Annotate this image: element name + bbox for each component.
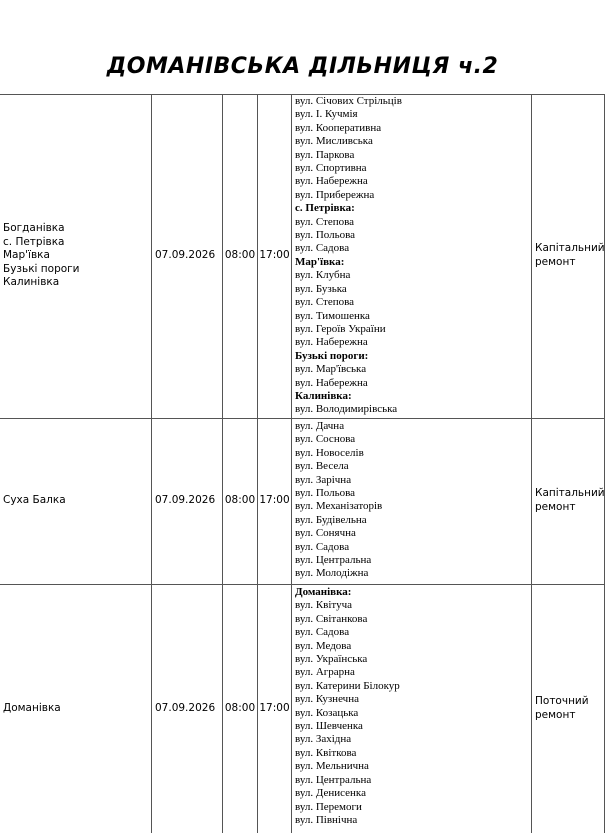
street-item: вул. Мар'ївська <box>295 363 367 376</box>
work-type-line: Капітальний <box>535 242 605 255</box>
work-type-cell <box>532 584 605 833</box>
street-item: вул. Зарічна <box>295 473 352 486</box>
settlement-name: Богданівка <box>3 222 65 235</box>
street-item: вул. І. Кучмія <box>295 108 358 121</box>
street-item: вул. Мисливська <box>295 135 373 148</box>
street-item: вул. Набережна <box>295 336 368 349</box>
settlement-cell <box>0 418 151 584</box>
street-item: вул. Весела <box>295 460 349 473</box>
street-item: вул. Степова <box>295 215 355 228</box>
outage-schedule-table <box>0 94 605 833</box>
settlement-list <box>3 494 66 508</box>
table-row <box>0 418 605 584</box>
street-item: вул. Садова <box>295 242 350 255</box>
street-item: вул. Медова <box>295 639 352 652</box>
street-item: вул. Прибережна <box>295 188 375 201</box>
settlement-name: Бузькі пороги <box>3 262 80 275</box>
street-item: вул. Польова <box>295 487 356 500</box>
work-type-cell <box>532 94 605 418</box>
work-type-cell <box>532 418 605 584</box>
start-time-cell: 08:00 <box>224 494 256 507</box>
work-type-line: Поточний <box>535 694 589 707</box>
street-item: вул. Клубна <box>295 269 351 282</box>
work-type-line: ремонт <box>535 256 576 268</box>
settlement-cell <box>0 94 151 418</box>
document-title: ДОМАНІВСЬКА ДІЛЬНИЦЯ ч.2 <box>106 54 499 79</box>
street-item: вул. Молодіжна <box>295 567 369 580</box>
street-item: вул. Набережна <box>295 175 368 188</box>
street-item: вул. Володимирівська <box>295 403 398 416</box>
street-list <box>295 95 531 417</box>
street-item: вул. Північна <box>295 813 358 826</box>
street-item: вул. Шевченка <box>295 720 363 733</box>
street-group-header: Доманівка: <box>295 586 352 598</box>
street-item: вул. Квітуча <box>295 599 352 612</box>
street-item: вул. Соснова <box>295 433 356 446</box>
table-row <box>0 94 605 418</box>
settlement-name: Доманівка <box>3 701 61 714</box>
settlement-list <box>3 222 80 290</box>
street-item: вул. Будівельна <box>295 513 367 526</box>
date-cell: 07.09.2026 <box>155 249 216 262</box>
street-item: вул. Західна <box>295 733 352 746</box>
street-item: вул. Героїв України <box>295 322 386 335</box>
work-type-lines <box>535 487 605 514</box>
work-type-lines <box>535 695 589 722</box>
street-item: вул. Квіткова <box>295 746 357 759</box>
work-type-line: Капітальний <box>535 487 605 500</box>
street-group-header: с. Петрівка: <box>295 202 355 215</box>
street-item: вул. Кооперативна <box>295 121 382 134</box>
street-group-header: Калинівка: <box>295 389 352 402</box>
street-item: вул. Денисенка <box>295 787 366 800</box>
start-time-cell: 08:00 <box>224 249 256 262</box>
settlement-name: Суха Балка <box>3 494 66 507</box>
date-cell: 07.09.2026 <box>155 701 216 714</box>
street-item: вул. Садова <box>295 540 350 553</box>
work-type-line: ремонт <box>535 708 576 721</box>
work-type-line: ремонт <box>535 501 576 513</box>
settlement-list <box>3 702 61 716</box>
work-type-lines <box>535 242 605 269</box>
date-cell: 07.09.2026 <box>155 494 216 507</box>
street-item: вул. Садова <box>295 626 350 639</box>
street-item: вул. Перемоги <box>295 800 362 813</box>
street-item: вул. Дачна <box>295 420 345 432</box>
street-item: вул. Мельнична <box>295 760 369 773</box>
street-list <box>295 586 531 827</box>
street-list <box>295 420 531 581</box>
table-row <box>0 584 605 833</box>
street-group-header: Бузькі пороги: <box>295 349 369 362</box>
end-time-cell: 17:00 <box>259 701 290 714</box>
street-group-header: Мар'ївка: <box>295 255 345 268</box>
end-time-cell: 17:00 <box>259 494 290 507</box>
street-item: вул. Українська <box>295 653 368 666</box>
street-item: вул. Польова <box>295 229 356 242</box>
street-item: вул. Степова <box>295 296 355 309</box>
street-item: вул. Механізаторів <box>295 500 383 513</box>
street-item: вул. Катерини Білокур <box>295 679 400 692</box>
street-item: вул. Козацька <box>295 706 359 719</box>
settlement-name: Мар'ївка <box>3 249 50 262</box>
end-time-cell: 17:00 <box>259 249 290 262</box>
street-item: вул. Сонячна <box>295 527 356 540</box>
street-item: вул. Набережна <box>295 376 368 389</box>
street-item: вул. Світанкова <box>295 612 368 625</box>
street-item: вул. Паркова <box>295 148 355 161</box>
street-item: вул. Новоселів <box>295 446 364 459</box>
street-item: вул. Аграрна <box>295 666 355 679</box>
street-item: вул. Кузнечна <box>295 693 359 706</box>
street-item: вул. Спортивна <box>295 162 367 175</box>
street-item: вул. Січових Стрільців <box>295 95 402 107</box>
street-item: вул. Тимошенка <box>295 309 370 322</box>
street-item: вул. Центральна <box>295 554 372 567</box>
settlement-cell <box>0 584 151 833</box>
street-item: вул. Центральна <box>295 773 372 786</box>
start-time-cell: 08:00 <box>224 701 256 714</box>
settlement-name: с. Петрівка <box>3 235 65 248</box>
settlement-name: Калинівка <box>3 276 60 289</box>
street-item: вул. Бузька <box>295 282 347 295</box>
